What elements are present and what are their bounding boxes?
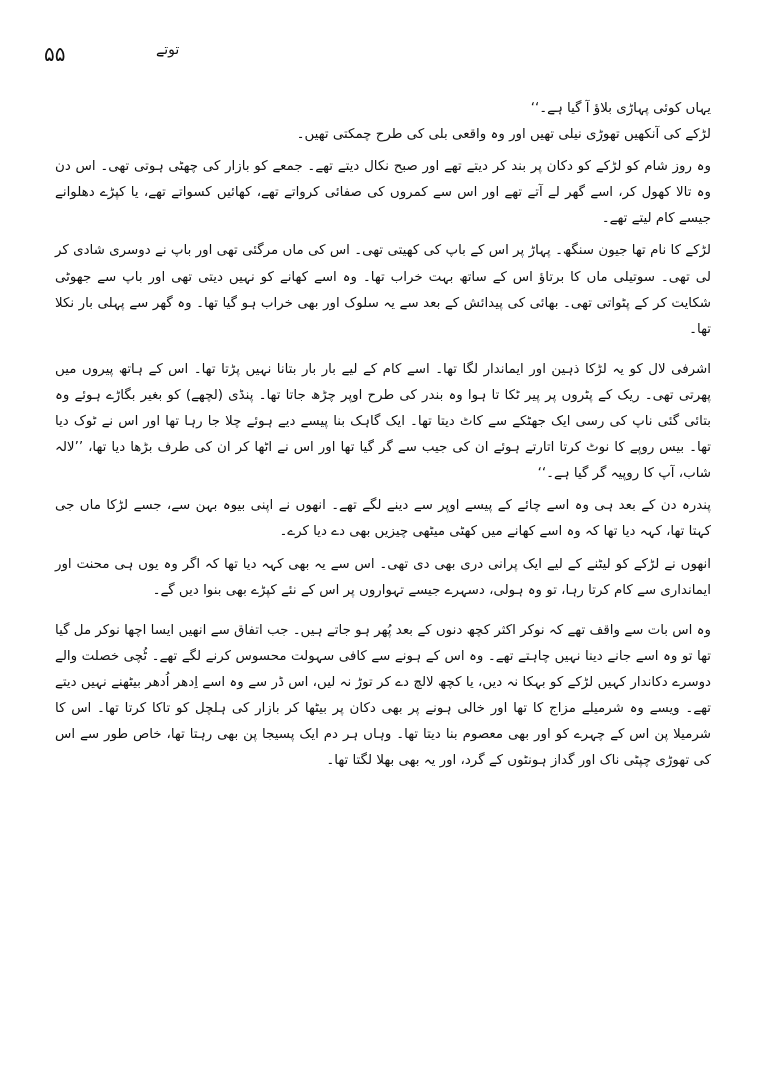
paragraph: اشرفی لال کو یہ لڑکا ذہین اور ایماندار لگا تھا۔ اسے کام کے لیے بار بار بتانا نہیں پڑتا تھا۔ اس کے ہاتھ پیروں میں پھرتی تھی۔ ریک کے پٹروں پر پیر ٹکا تا ہوا وہ بندر کی طرح اوپر چڑھ جاتا تھا۔ پنڈی (لچھے) کو بغیر بگاڑے ہوئے وہ بتائی گئی ناپ کی رسی ایک جھٹکے سے کاٹ دیتا تھا۔ ایک گاہک بنا پیسے دیے ہوئے چلا جا رہا تھا اور اس نے ٹوک دیا تھا۔ بیس روپے کا نوٹ کرتا اتارتے ہوئے ان کی جیب سے گر گیا تھا اور اس نے اٹھا کر ان کی طرف بڑھا دیا تھا، ’’لالہ شاب، آپ کا روپیہ گر گیا ہے۔‘‘ bbox=[55, 361, 711, 482]
paragraph: وہ اس بات سے واقف تھے کہ نوکر اکثر کچھ دنوں کے بعد پُھر ہو جاتے ہیں۔ جب اتفاق سے انھیں ایسا اچھا نوکر مل گیا تھا تو وہ اسے جانے دینا نہیں چاہتے تھے۔ وہ اس کے ہونے سے کافی سہولت محسوس کرنے لگے تھے۔ ٹُچی خصلت والے دوسرے دکاندار کہیں لڑکے کو بہکا نہ دیں، یا کچھ لالچ دے کر توڑ نہ لیں، اس ڈر سے وہ اسے اِدھر اُدھر بیٹھنے نہیں دیتے تھے۔ ویسے وہ شرمیلے مزاج کا تھا اور خالی ہونے پر بھی دکان پر بیٹھا کر بازار کی ہلچل کو تاکا کرتا تھا۔ اس کا شرمیلا پن اس کے چہرے کو اور بھی معصوم بنا دیتا تھا۔ وہاں ہر دم ایک پسیجا پن بھی رہتا تھا، خاص طور سے اس کی تھوڑی چپٹی ناک اور گداز ہونٹوں کے گرد، اور یہ بھی بھلا لگتا تھا۔ bbox=[55, 622, 711, 769]
paragraph: یہاں کوئی پہاڑی بلاؤ آ گیا ہے۔‘‘ bbox=[530, 101, 711, 116]
body-text bbox=[55, 96, 711, 774]
paragraph: انھوں نے لڑکے کو لیٹنے کے لیے ایک پرانی دری بھی دی تھی۔ اس سے یہ بھی کہہ دیا تھا کہ اگر وہ یوں ہی محنت اور ایمانداری سے کام کرتا رہا، تو وہ ہولی، دسہرے جیسے تہواروں پر اس کے نئے کپڑے بھی بنوا دیں گے۔ bbox=[55, 556, 711, 598]
running-title: توتے bbox=[156, 42, 180, 58]
paragraph: لڑکے کی آنکھیں تھوڑی نیلی تھیں اور وہ واقعی بلی کی طرح چمکتی تھیں۔ bbox=[296, 127, 711, 143]
paragraph: وہ روز شام کو لڑکے کو دکان پر بند کر دیتے تھے اور صبح نکال دیتے تھے۔ جمعے کو بازار کی چھٹی ہوتی تھی۔ اس دن وہ تالا کھول کر، اسے گھر لے آتے تھے اور اس سے کمروں کی صفائی کرواتے تھے، کھائیں کسواتے تھے، یا کپڑے دھلوانے جیسے کام لیتے تھے۔ bbox=[55, 159, 711, 227]
paragraph: پندرہ دن کے بعد ہی وہ اسے چائے کے پیسے اوپر سے دینے لگے تھے۔ انھوں نے اپنی بیوہ بہن سے، جسے لڑکا ماں جی کہتا تھا، کہہ دیا تھا کہ وہ اسے کھانے میں کھٹی میٹھی چیزیں بھی دے دیا کرے۔ bbox=[55, 498, 711, 540]
paragraph: لڑکے کا نام تھا جیون سنگھ۔ پہاڑ پر اس کے باپ کی کھیتی تھی۔ اس کی ماں مرگئی تھی اور باپ نے دوسری شادی کر لی تھی۔ سوتیلی ماں کا برتاؤ اس کے ساتھ بہت خراب تھا۔ وہ اسے کھانے کو نہیں دیتی تھی اور باپ سے جھوٹی شکایت کر کے پٹواتی تھی۔ بھائی کی پیدائش کے بعد سے یہ سلوک اور بھی خراب ہو گیا تھا۔ وہ گھر سے پہلی بار نکلا تھا۔ bbox=[55, 243, 711, 337]
page-number: ۵۵ bbox=[44, 42, 66, 66]
